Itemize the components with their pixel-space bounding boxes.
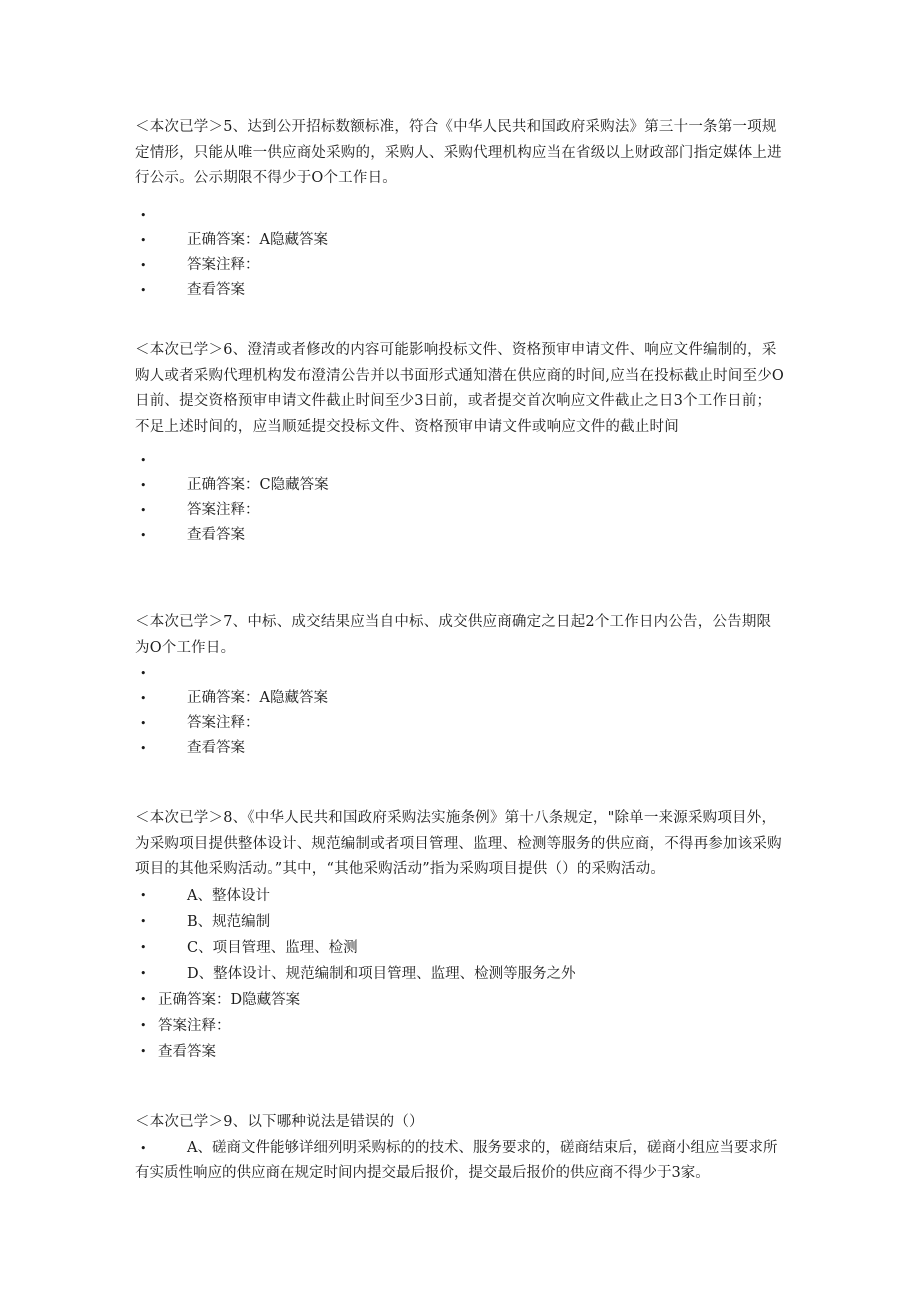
option-a[interactable] [135, 883, 785, 909]
answer-note: 答案注释： [187, 256, 260, 273]
answer-line [135, 228, 785, 253]
bullet-icon: • [140, 966, 147, 980]
note-line [135, 711, 785, 736]
question-8 [135, 806, 785, 1065]
option-c[interactable] [135, 935, 785, 961]
note-line [135, 253, 785, 278]
view-line [135, 278, 785, 303]
option-label: A、整体设计 [187, 887, 270, 904]
question-stem: ＜本次已学＞8、《中华人民共和国政府采购法实施条例》第十八条规定，"除单一来源采购项目外，为采购项目提供整体设计、规范编制或者项目管理、监理、检测等服务的供应商，不得再参加该采购项目的其他采购活动。”其中，“其他采购活动”指为采购项目提供（）的采购活动。 [135, 810, 782, 877]
empty-bullet [135, 448, 785, 473]
bullet-icon: • [140, 479, 147, 492]
answer-note: 答案注释： [187, 715, 260, 731]
question-stem: ＜本次已学＞6、澄清或者修改的内容可能影响投标文件、资格预审申请文件、响应文件编制的，采购人或者采购代理机构发布澄清公告并以书面形式通知潜在供应商的时间,应当在投标截止时间至少O日前、提交资格预审申请文件截止时间至少3日前，或者提交首次响应文件截止之日3个工作日前；不足上述时间的，应当顺延提交投标文件、资格预审申请文件或响应文件的截止时间 [135, 342, 784, 435]
question-5 [135, 115, 785, 303]
view-line [135, 523, 785, 548]
bullet-icon: • [140, 1018, 147, 1032]
correct-answer[interactable]: 正确答案：D隐藏答案 [158, 991, 301, 1008]
note-line [135, 1013, 785, 1039]
view-answer-link[interactable]: 查看答案 [158, 1043, 216, 1060]
view-line [135, 1039, 785, 1065]
question-stem: ＜本次已学＞7、中标、成交结果应当自中标、成交供应商确定之日起2个工作日内公告，公告期限为O个工作日。 [135, 614, 772, 656]
correct-answer[interactable]: 正确答案：A隐藏答案 [187, 690, 328, 706]
option-label: A、磋商文件能够详细列明采购标的的技术、服务要求的，磋商结束后，磋商小组应当要求所有实质性响应的供应商在规定时间内提交最后报价，提交最后报价的供应商不得少于3家。 [135, 1139, 778, 1181]
option-b[interactable] [135, 909, 785, 935]
correct-answer[interactable]: 正确答案：A隐藏答案 [187, 231, 328, 248]
bullet-icon: • [140, 283, 147, 297]
view-answer-link[interactable]: 查看答案 [187, 281, 245, 298]
view-answer-link[interactable]: 查看答案 [187, 740, 245, 756]
view-line [135, 736, 785, 761]
bullet-icon: • [140, 667, 147, 680]
note-line [135, 498, 785, 523]
answer-note: 答案注释： [187, 502, 260, 518]
answer-note: 答案注释： [158, 1017, 231, 1034]
bullet-icon: • [140, 233, 147, 247]
view-answer-link[interactable]: 查看答案 [187, 527, 245, 543]
bullet-icon: • [140, 208, 147, 222]
answer-line [135, 987, 785, 1013]
bullet-icon: • [140, 258, 147, 272]
question-7 [135, 610, 785, 761]
bullet-icon: • [140, 940, 147, 954]
bullet-icon: • [140, 742, 147, 755]
option-a[interactable] [135, 1136, 785, 1187]
option-label: B、规范编制 [187, 913, 271, 930]
empty-bullet [135, 203, 785, 228]
bullet-icon: • [140, 717, 147, 730]
option-label: D、整体设计、规范编制和项目管理、监理、检测等服务之外 [187, 965, 576, 982]
correct-answer[interactable]: 正确答案：C隐藏答案 [187, 477, 329, 493]
bullet-icon: • [140, 454, 147, 467]
bullet-icon: • [140, 1141, 147, 1155]
question-6 [135, 338, 785, 548]
bullet-icon: • [140, 1044, 147, 1058]
bullet-icon: • [140, 888, 147, 902]
answer-line [135, 473, 785, 498]
option-d[interactable] [135, 961, 785, 987]
bullet-icon: • [140, 992, 147, 1006]
bullet-icon: • [140, 504, 147, 517]
bullet-icon: • [140, 529, 147, 542]
question-stem: ＜本次已学＞5、达到公开招标数额标准，符合《中华人民共和国政府采购法》第三十一条第一项规定情形，只能从唯一供应商处采购的，采购人、采购代理机构应当在省级以上财政部门指定媒体上进行公示。公示期限不得少于O个工作日。 [135, 119, 782, 186]
bullet-icon: • [140, 914, 147, 928]
question-stem: ＜本次已学＞9、以下哪种说法是错误的（） [135, 1114, 424, 1130]
empty-bullet [135, 661, 785, 686]
answer-line [135, 686, 785, 711]
bullet-icon: • [140, 692, 147, 705]
option-label: C、项目管理、监理、检测 [187, 939, 358, 956]
question-9 [135, 1110, 785, 1187]
